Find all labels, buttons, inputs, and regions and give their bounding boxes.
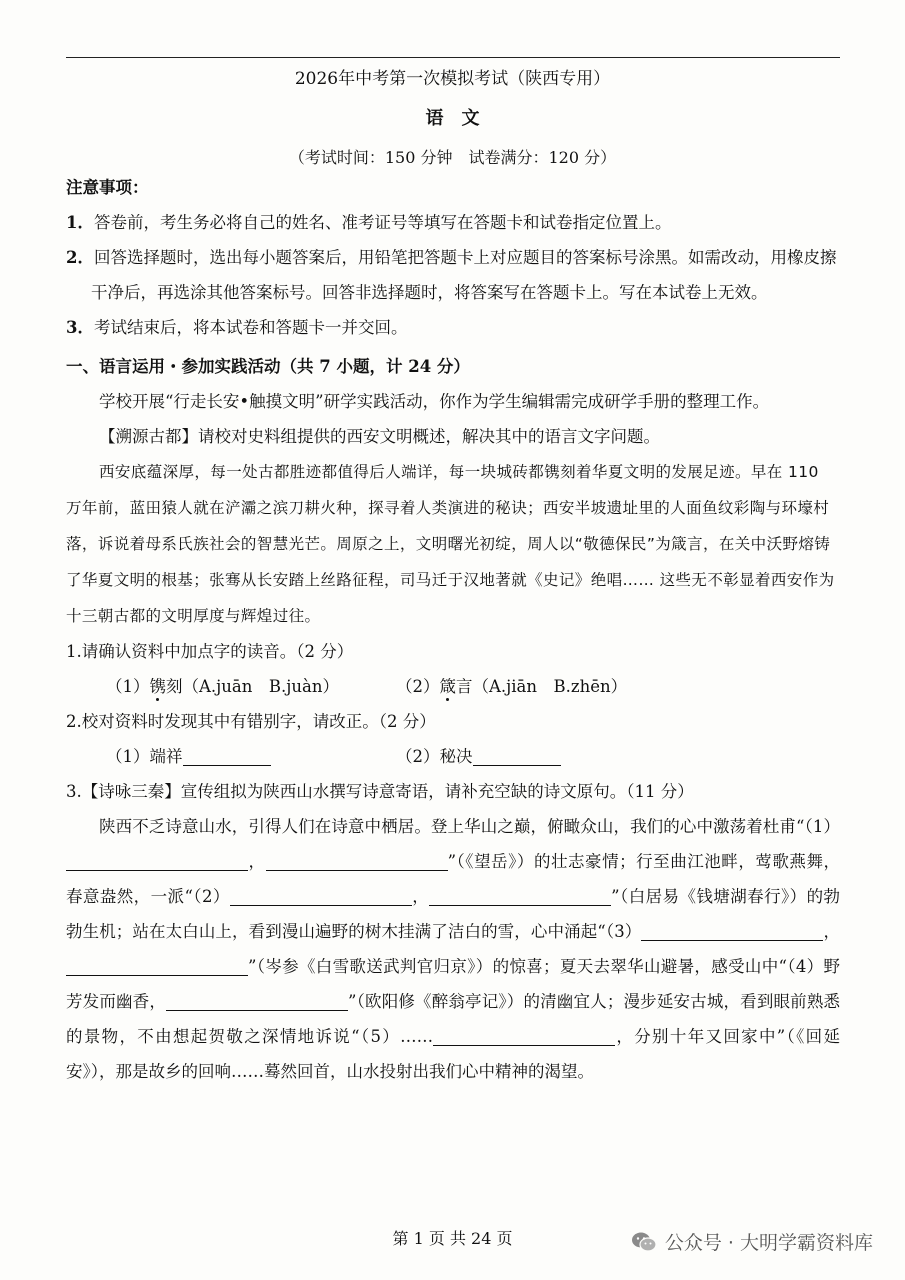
notice-item-1: 1．答卷前，考生务必将自己的姓名、准考证号等填写在答题卡和试卷指定位置上。 xyxy=(66,213,672,232)
watermark xyxy=(631,1228,873,1255)
section-heading: 一、语言运用・参加实践活动（共 7 小题，计 24 分） xyxy=(66,357,470,376)
answer-blank[interactable] xyxy=(230,887,412,906)
task-instruction: 【溯源古都】请校对史料组提供的西安文明概述，解决其中的语言文字问题。 xyxy=(99,427,660,446)
q1-option-1: （1）镌刻（A.juān B.juàn） xyxy=(106,677,339,696)
answer-blank[interactable] xyxy=(429,887,611,906)
notice-heading: 注意事项： xyxy=(66,178,149,197)
poem-fill-passage: 陕西不乏诗意山水，引得人们在诗意中栖居。登上华山之巅，俯瞰众山，我们的心中激荡着杜甫“（1）， ”（《望岳》）的壮志豪情；行至曲江池畔，莺歌燕舞，春意盎然，一派“（2） ， ”（白居易《钱塘湖春行》）的勃勃生机；站在太白山上，看到漫山遍野的树木挂满了洁白的雪，心中涌起“（3） ，”（岑参《白雪歌送武判官归京》）的惊喜；夏天去翠华山避暑，感受山中“（4）野芳发而幽香， ”（欧阳修《醉翁亭记》）的清幽宜人；漫步延安古城，看到眼前熟悉的景物，不由想起贺敬之深情地诉说“（5）…… ，分别十年又回家中”（《回延安》），那是故乡的回响……蓦然回首，山水投射出我们心中精神的渴望。 xyxy=(66,817,841,1081)
answer-blank[interactable] xyxy=(166,992,348,1011)
answer-blank[interactable] xyxy=(266,852,448,871)
exam-content xyxy=(66,170,840,1089)
answer-blank[interactable] xyxy=(66,852,248,871)
answer-blank[interactable] xyxy=(641,922,823,941)
page-number: 第 1 页 共 24 页 xyxy=(392,1229,513,1248)
question-1-options xyxy=(66,669,840,704)
header-rule xyxy=(66,57,840,58)
exam-title: 2026年中考第一次模拟考试（陕西专用） xyxy=(294,69,611,89)
question-2-options xyxy=(66,739,840,774)
q1-option-2: （2）箴言（A.jiān B.zhēn） xyxy=(396,677,628,696)
answer-blank[interactable] xyxy=(183,747,271,766)
subject-title: 语文 xyxy=(425,108,498,129)
notice-item-3: 3．考试结束后，将本试卷和答题卡一并交回。 xyxy=(66,318,408,337)
notice-item-2: 2．回答选择题时，选出每小题答案后，用铅笔把答题卡上对应题目的答案标号涂黑。如需改动，用橡皮擦干净后，再选涂其他答案标号。回答非选择题时，将答案写在答题卡上。写在本试卷上无效。 xyxy=(66,248,837,302)
question-2-stem: 2.校对资料时发现其中有错别字，请改正。（2 分） xyxy=(66,712,436,731)
wechat-icon xyxy=(631,1231,657,1253)
exam-meta: （考试时间：150 分钟 试卷满分：120 分） xyxy=(288,148,617,167)
answer-blank[interactable] xyxy=(433,1027,615,1046)
question-3-stem: 3.【诗咏三秦】宣传组拟为陕西山水撰写诗意寄语，请补充空缺的诗文原句。（11 分） xyxy=(66,782,694,801)
answer-blank[interactable] xyxy=(473,747,561,766)
q2-item-1: （1）端祥 xyxy=(106,739,396,774)
answer-blank[interactable] xyxy=(66,957,248,976)
history-passage: 西安底蕴深厚，每一处古都胜迹都值得后人端详，每一块城砖都镌刻着华夏文明的发展足迹。早在 110 万年前，蓝田猿人就在浐灞之滨刀耕火种，探寻着人类演进的秘诀；西安半坡遗址里的人面鱼纹彩陶与环壕村落，诉说着母系氏族社会的智慧光芒。周原之上，文明曙光初绽，周人以“敬德保民”为箴言，在关中沃野熔铸了华夏文明的根基；张骞从长安踏上丝路征程，司马迁于汉地著就《史记》绝唱…… 这些无不彰显着西安作为十三朝古都的文明厚度与辉煌过往。 xyxy=(66,463,835,625)
question-1-stem: 1.请确认资料中加点字的读音。（2 分） xyxy=(66,642,354,661)
watermark-text: 公众号 · 大明学霸资料库 xyxy=(664,1232,873,1254)
section-intro: 学校开展“行走长安•触摸文明”研学实践活动，你作为学生编辑需完成研学手册的整理工作。 xyxy=(99,392,770,411)
q2-item-2: （2）秘决 xyxy=(396,739,561,774)
